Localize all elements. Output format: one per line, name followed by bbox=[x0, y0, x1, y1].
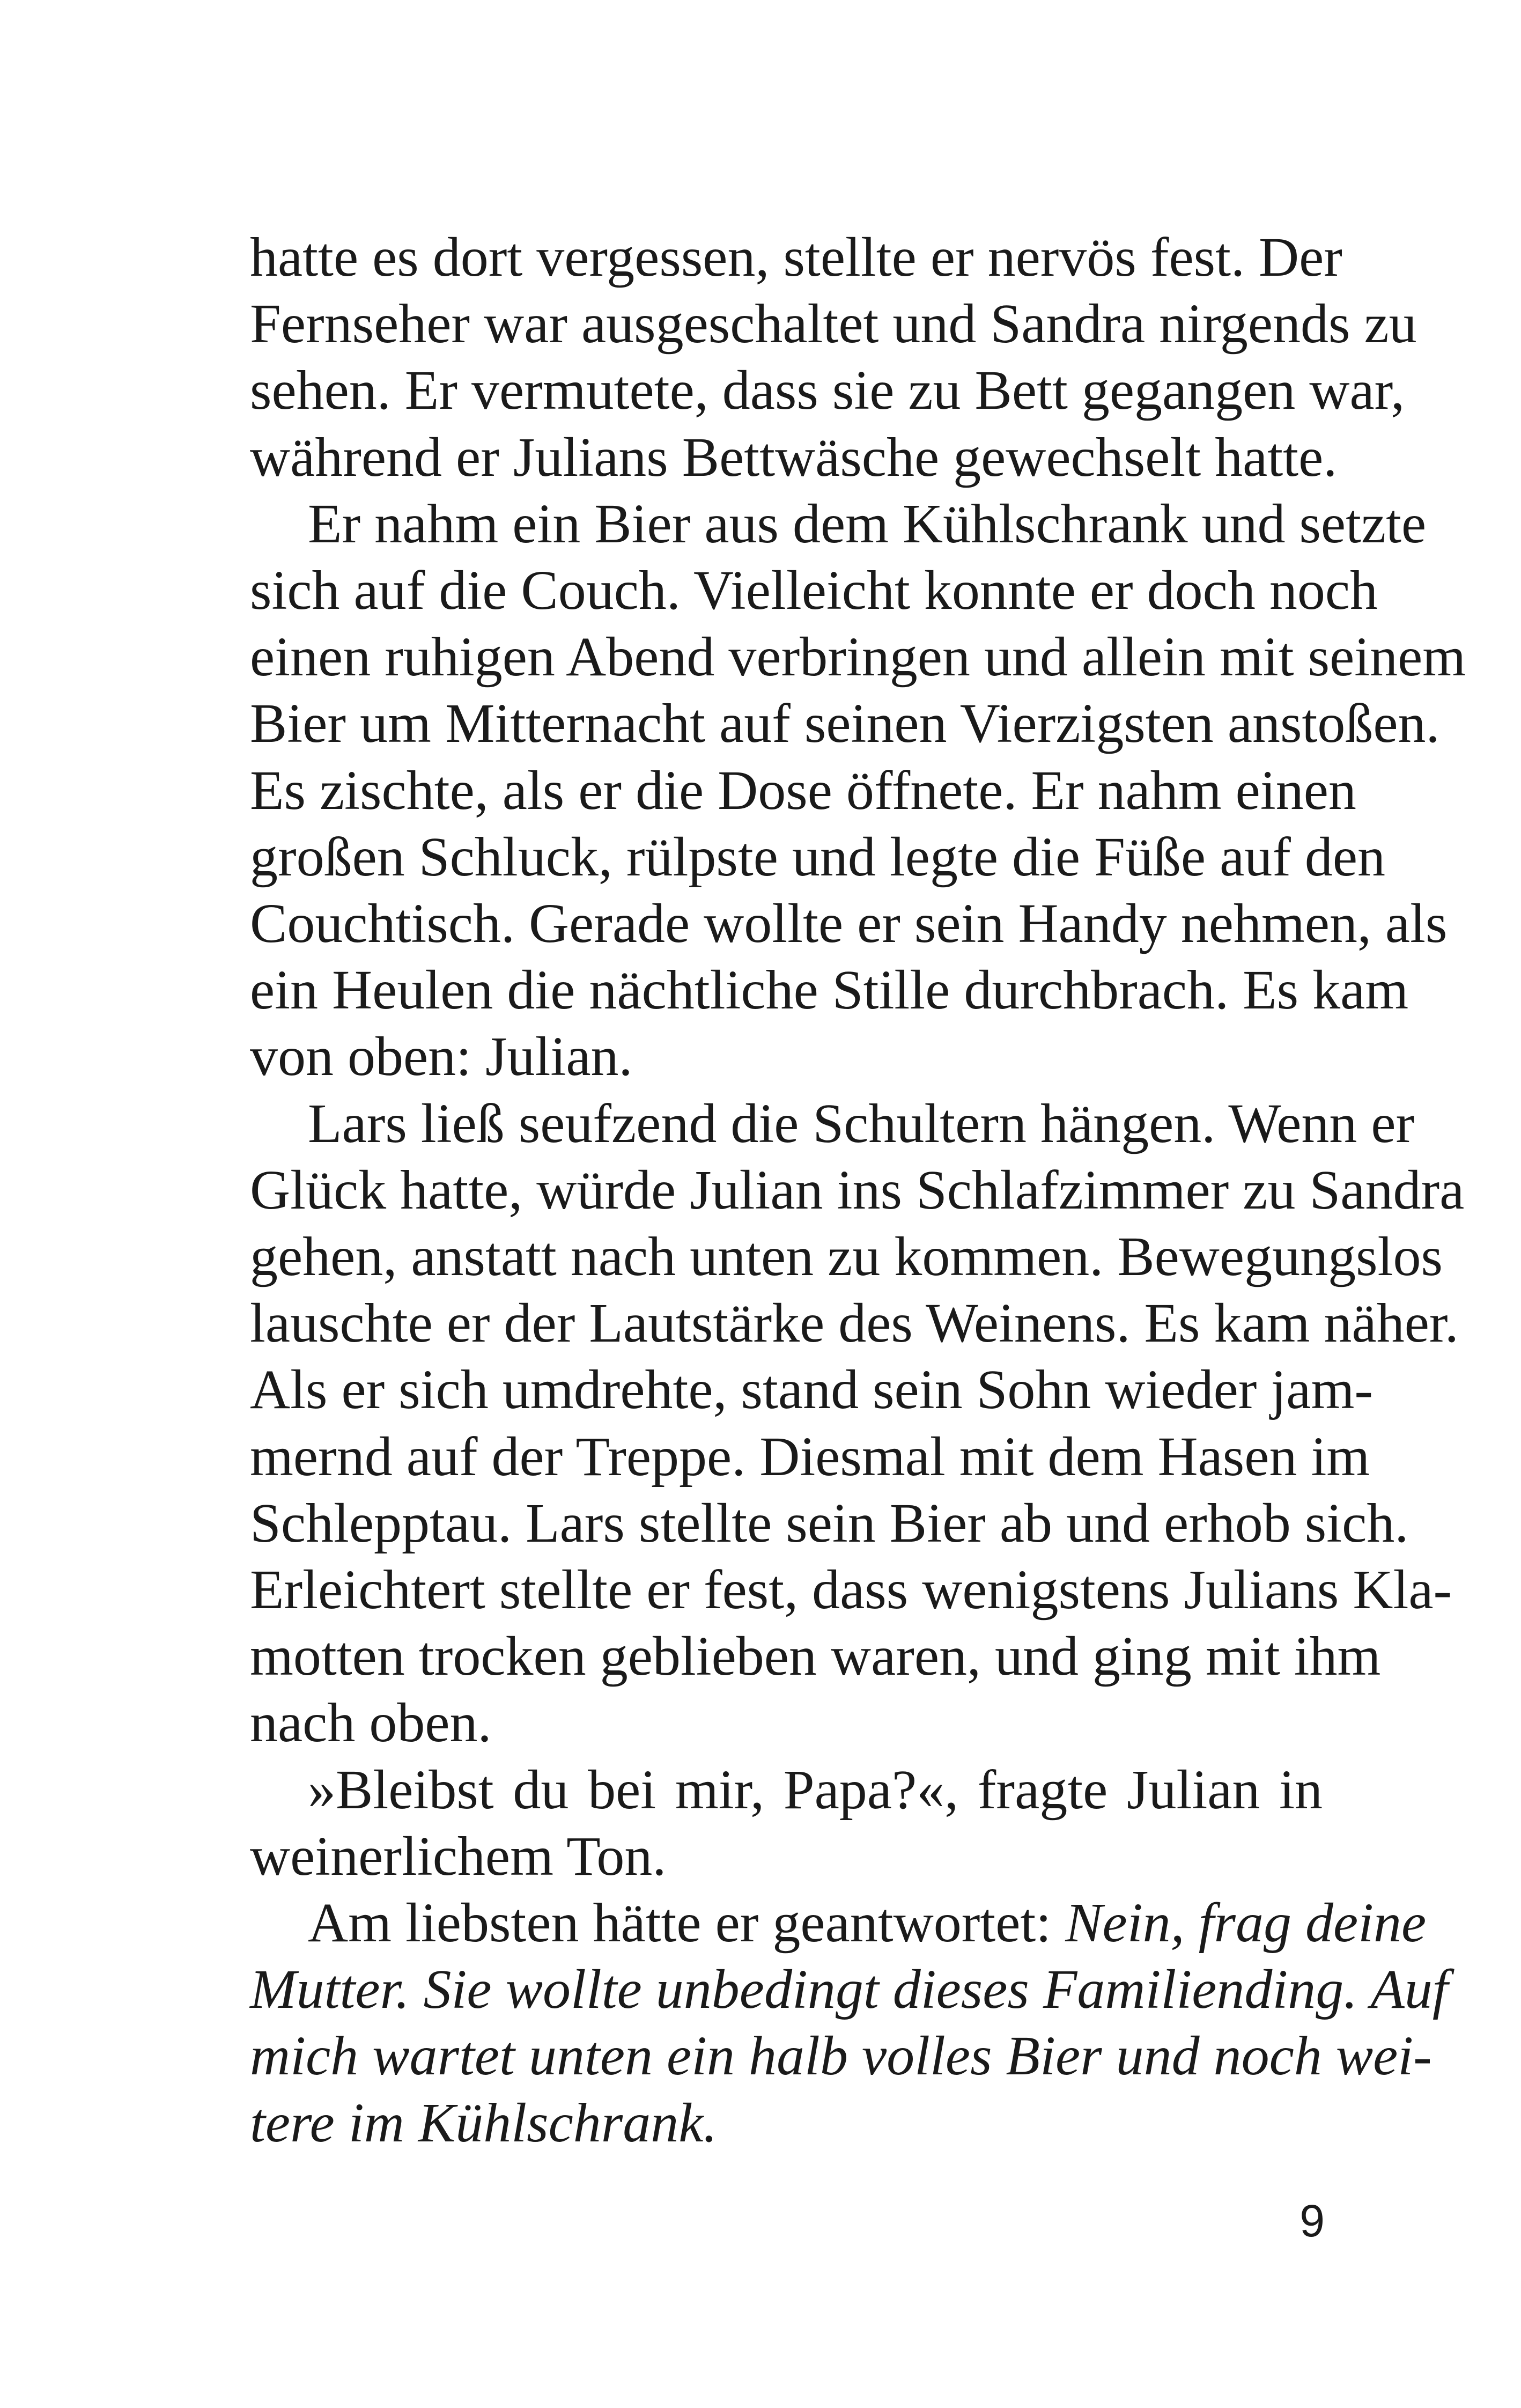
text-line: Glück hatte, würde Julian ins Schlafzimmer zu Sandra bbox=[250, 1159, 1465, 1221]
text-line: während er Julians Bettwäsche gewechselt hatte. bbox=[250, 426, 1338, 488]
paragraph-4 bbox=[250, 1757, 1323, 1890]
text-line: Es zischte, als er die Dose öffnete. Er nahm einen bbox=[250, 759, 1356, 821]
text-line: großen Schluck, rülpste und legte die Füße auf den bbox=[250, 826, 1386, 888]
text-line: mernd auf der Treppe. Diesmal mit dem Hasen im bbox=[250, 1425, 1370, 1487]
text-line: sehen. Er vermutete, dass sie zu Bett gegangen war, bbox=[250, 359, 1405, 422]
text-line: weinerlichem Ton. bbox=[250, 1825, 667, 1887]
paragraph-5 bbox=[250, 1890, 1448, 2156]
text-line: »Bleibst du bei mir, Papa?«, fragte Julian in bbox=[308, 1758, 1323, 1821]
text-line: Bier um Mitternacht auf seinen Vierzigsten anstoßen. bbox=[250, 693, 1440, 755]
text-line: einen ruhigen Abend verbringen und allein mit seinem bbox=[250, 626, 1466, 688]
plain-text: Am liebsten hätte er geantwortet: bbox=[308, 1892, 1066, 1954]
text-line: Schlepptau. Lars stellte sein Bier ab und erhob sich. bbox=[250, 1492, 1409, 1554]
text-line: Als er sich umdrehte, stand sein Sohn wieder jam- bbox=[250, 1359, 1373, 1421]
body-text bbox=[250, 224, 1466, 2156]
page-number: 9 bbox=[1300, 2196, 1325, 2246]
italic-line: tere im Kühlschrank. bbox=[250, 2092, 718, 2154]
text-line: Lars ließ seufzend die Schultern hängen. Wenn er bbox=[308, 1092, 1415, 1154]
text-line: lauschte er der Lautstärke des Weinens. Es kam näher. bbox=[250, 1292, 1459, 1354]
text-line: Fernseher war ausgeschaltet und Sandra nirgends zu bbox=[250, 293, 1417, 355]
text-line: von oben: Julian. bbox=[250, 1026, 633, 1088]
text-line: ein Heulen die nächtliche Stille durchbrach. Es kam bbox=[250, 959, 1409, 1021]
italic-line: Mutter. Sie wollte unbedingt dieses Familiending. Auf bbox=[250, 1958, 1448, 2021]
text-line-mixed bbox=[250, 1890, 1427, 1956]
text-line: nach oben. bbox=[250, 1692, 492, 1754]
text-line: sich auf die Couch. Vielleicht konnte er doch noch bbox=[250, 559, 1378, 622]
text-line: motten trocken geblieben waren, und ging mit ihm bbox=[250, 1625, 1381, 1688]
paragraph-2 bbox=[250, 491, 1466, 1091]
paragraph-1 bbox=[250, 224, 1417, 491]
italic-line: mich wartet unten ein halb volles Bier und noch wei- bbox=[250, 2025, 1432, 2087]
paragraph-3 bbox=[250, 1091, 1465, 1757]
italic-text: Nein, frag deine bbox=[1065, 1892, 1427, 1954]
text-line: Couchtisch. Gerade wollte er sein Handy nehmen, als bbox=[250, 893, 1448, 955]
text-line: Erleichtert stellte er fest, dass wenigstens Julians Kla- bbox=[250, 1559, 1452, 1621]
text-line: hatte es dort vergessen, stellte er nervös fest. Der bbox=[250, 226, 1342, 288]
text-line: Er nahm ein Bier aus dem Kühlschrank und setzte bbox=[308, 492, 1427, 555]
text-line: gehen, anstatt nach unten zu kommen. Bewegungslos bbox=[250, 1226, 1443, 1288]
